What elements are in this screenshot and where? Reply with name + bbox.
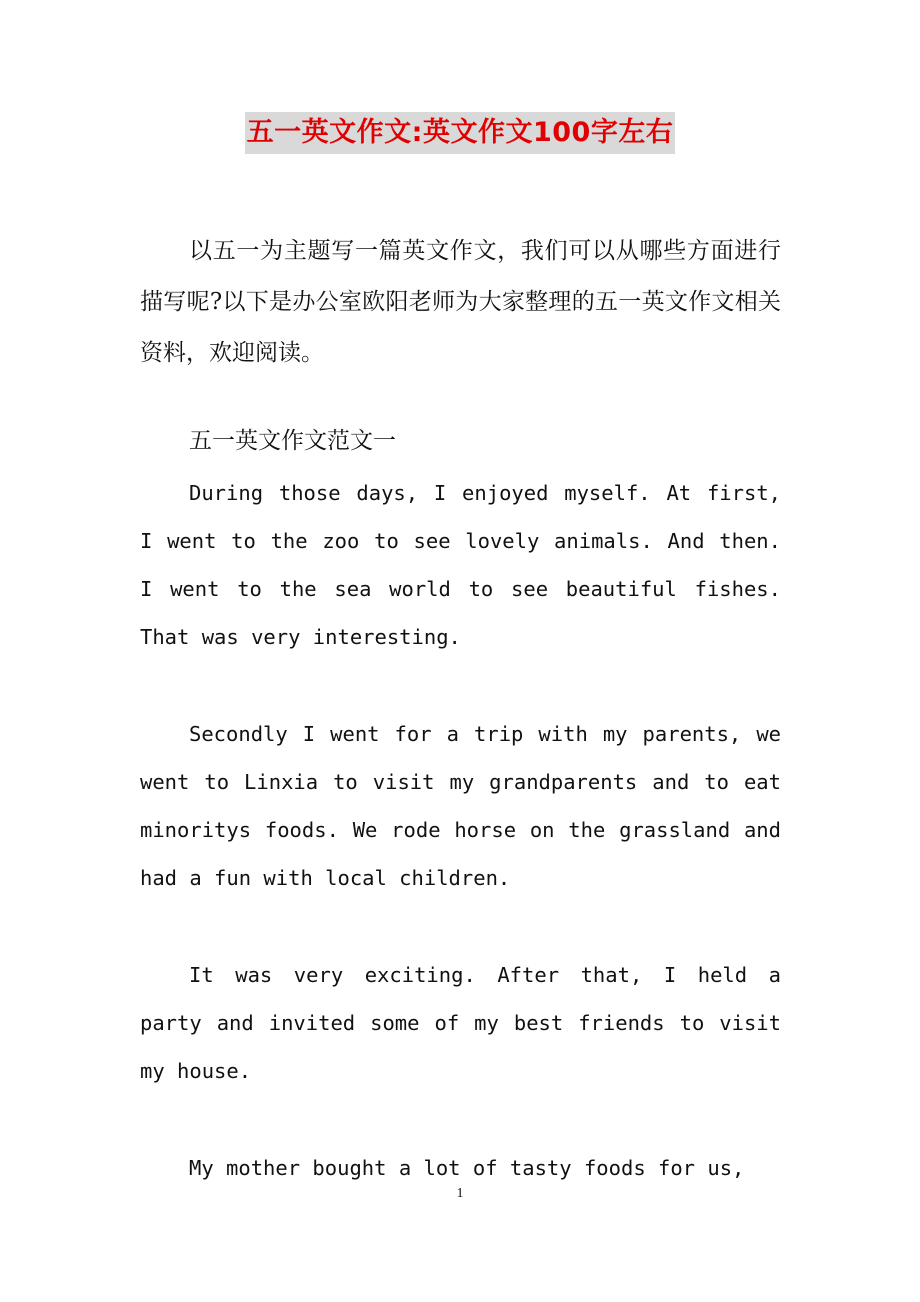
document-title: 五一英文作文:英文作文100字左右 xyxy=(245,112,676,154)
essay-paragraph-3: It was very exciting. After that, I held a party and invited some of my best friends to visit my house. xyxy=(140,963,781,1083)
page-number: 1 xyxy=(456,1186,464,1201)
essay-paragraph-2: Secondly I went for a trip with my parents, we went to Linxia to visit my grandparents and to eat minoritys foods. We rode horse on the grassland and had a fun with local children. xyxy=(140,722,781,890)
section-heading: 五一英文作文范文一 xyxy=(189,428,396,454)
essay-paragraph-4: My mother bought a lot of tasty foods for us, xyxy=(189,1156,745,1180)
essay-paragraph-1: During those days, I enjoyed myself. At first, I went to the zoo to see lovely animals. And then. I went to the sea world to see beautiful fishes. That was very interesting. xyxy=(140,481,781,649)
intro-paragraph: 以五一为主题写一篇英文作文，我们可以从哪些方面进行描写呢?以下是办公室欧阳老师为大家整理的五一英文作文相关资料，欢迎阅读。 xyxy=(140,238,781,366)
title-container xyxy=(0,112,920,154)
